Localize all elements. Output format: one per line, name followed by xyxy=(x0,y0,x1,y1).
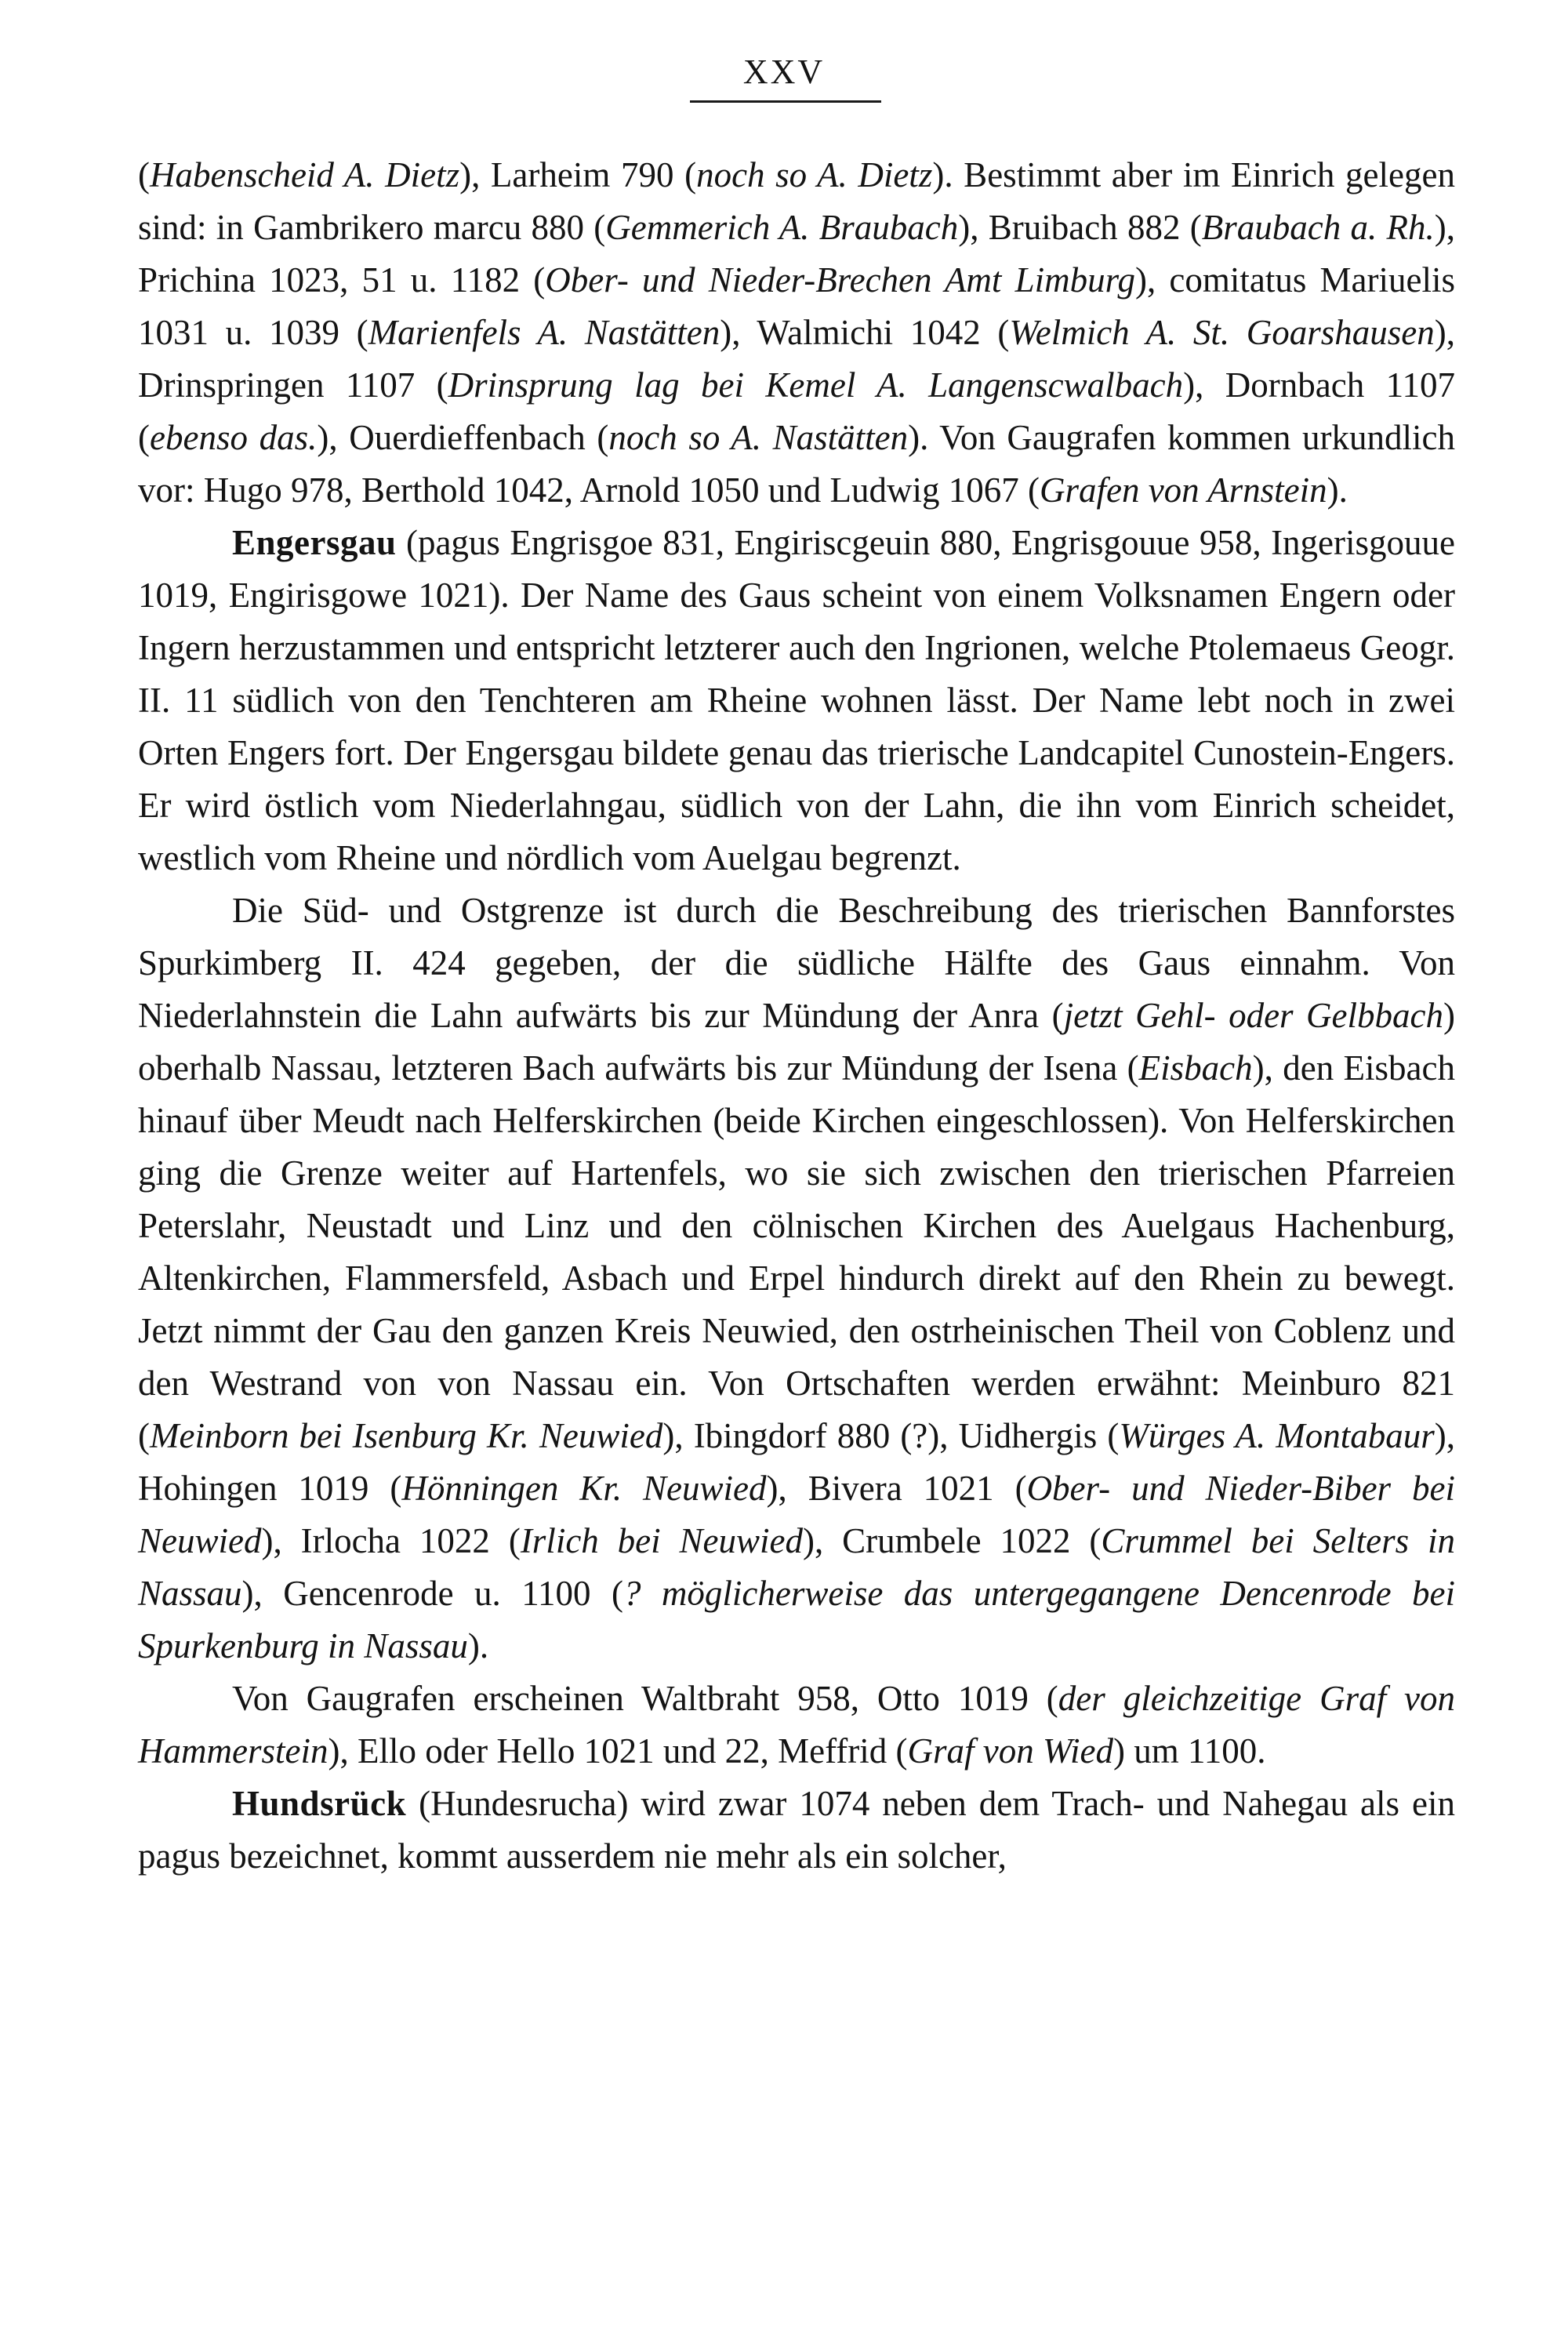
paragraph-p3 xyxy=(138,884,1455,1673)
italic-run: Würges A. Montabaur xyxy=(1119,1416,1435,1455)
text-run: ), Gencenrode u. 1100 ( xyxy=(241,1574,623,1613)
bold-heading-run: Engersgau xyxy=(232,523,397,562)
text-run: ), Crumbele 1022 ( xyxy=(803,1521,1102,1560)
text-run: ), Larheim 790 ( xyxy=(459,155,697,194)
text-run: (Hundesrucha) wird zwar 1074 neben dem Trach- und Nahegau als ein pagus bezeichnet, kommt ausserdem nie mehr als ein solcher, xyxy=(138,1784,1455,1876)
italic-run: Grafen von Arnstein xyxy=(1039,470,1327,510)
page-number: XXV xyxy=(742,53,826,91)
italic-run: Meinborn bei Isenburg Kr. Neuwied xyxy=(150,1416,663,1455)
text-run: Die Süd- und Ostgrenze ist durch die Beschreibung des trierischen Bannforstes Spurkimberg II. 424 gegeben, der die südliche Hälfte des Gaus einnahm. Von Niederlahnstein die Lahn aufwärts bis zur Mündung der Anra ( xyxy=(138,891,1455,1035)
italic-run: Gemmerich A. Braubach xyxy=(605,208,959,247)
header-rule xyxy=(690,100,881,103)
italic-run: Habenscheid A. Dietz xyxy=(150,155,460,194)
italic-run: Eisbach xyxy=(1138,1048,1253,1088)
paragraph-p4 xyxy=(138,1673,1455,1778)
text-run: ), Irlocha 1022 ( xyxy=(261,1521,521,1560)
text-run: ), Ibingdorf 880 (?), Uidhergis ( xyxy=(662,1416,1120,1455)
text-run: ), comitatus Mariuelis 1031 u. 1039 ( xyxy=(138,260,1456,352)
italic-run: Marienfels A. Nastätten xyxy=(368,313,720,352)
paragraph-p1 xyxy=(138,149,1455,517)
text-run: ), Drinspringen 1107 ( xyxy=(138,313,1455,405)
italic-run: ebenso das. xyxy=(150,418,318,457)
text-run: (pagus Engrisgoe 831, Engiriscgeuin 880, Engrisgouue 958, Ingerisgouue 1019, Engirisgowe 1021). Der Name des Gaus scheint von einem Volksnamen Engern oder Ingern herzustammen und entspricht letzterer auch den Ingrionen, welche Ptolemaeus Geogr. II. 11 südlich von den Tenchteren am Rheine wohnen lässt. Der Name lebt noch in zwei Orten Engers fort. Der Engersgau bildete genau das trierische Landcapitel Cunostein-Engers. Er wird östlich vom Niederlahngau, südlich von der Lahn, die ihn vom Einrich scheidet, westlich vom Rheine und nördlich vom Auelgau begrenzt. xyxy=(138,523,1455,877)
italic-run: der gleichzeitige Graf von Hammerstein xyxy=(138,1679,1456,1771)
text-run: ). xyxy=(467,1626,489,1665)
italic-run: Drinsprung lag bei Kemel A. Langenscwalbach xyxy=(448,365,1184,405)
italic-run: Welmich A. St. Goarshausen xyxy=(1009,313,1435,352)
italic-run: noch so A. Nastätten xyxy=(608,418,909,457)
italic-run: Ober- und Nieder-Brechen Amt Limburg xyxy=(545,260,1135,300)
italic-run: Graf von Wied xyxy=(907,1731,1113,1771)
text-run: ), Bivera 1021 ( xyxy=(766,1469,1027,1508)
italic-run: noch so A. Dietz xyxy=(696,155,933,194)
text-run: Von Gaugrafen erscheinen Waltbraht 958, Otto 1019 ( xyxy=(232,1679,1058,1718)
text-run: ), Prichina 1023, 51 u. 1182 ( xyxy=(138,208,1456,300)
italic-run: Crummel bei Selters in Nassau xyxy=(138,1521,1456,1613)
bold-heading-run: Hundsrück xyxy=(232,1784,407,1823)
text-run: ), Hohingen 1019 ( xyxy=(138,1416,1455,1508)
text-run: ). Bestimmt aber im Einrich gelegen sind: in Gambrikero marcu 880 ( xyxy=(138,155,1455,247)
text-run: ), Ello oder Hello 1021 und 22, Meffrid ( xyxy=(328,1731,908,1771)
text-run: ), den Eisbach hinauf über Meudt nach Helferskirchen (beide Kirchen eingeschlossen). Von Helferskirchen ging die Grenze weiter auf Hartenfels, wo sie sich zwischen den trierischen Pfarreien Peterslahr, Neustadt und Linz und den cölnischen Kirchen des Auelgaus Hachenburg, Altenkirchen, Flammersfeld, Asbach und Erpel hindurch direkt auf den Rhein zu bewegt. Jetzt nimmt der Gau den ganzen Kreis Neuwied, den ostrheinischen Theil von Coblenz und den Westrand von von Nassau ein. Von Ortschaften werden erwähnt: Meinburo 821 ( xyxy=(138,1048,1455,1455)
italic-run: Irlich bei Neuwied xyxy=(520,1521,804,1560)
text-run: ), Ouerdieffenbach ( xyxy=(317,418,609,457)
text-run: ), Walmichi 1042 ( xyxy=(720,313,1010,352)
text-run: ), Bruibach 882 ( xyxy=(958,208,1202,247)
text-run: ), Dornbach 1107 ( xyxy=(138,365,1455,457)
text-run: ) um 1100. xyxy=(1112,1731,1266,1771)
italic-run: ? möglicherweise das untergegangene Dencenrode bei Spurkenburg in Nassau xyxy=(138,1574,1455,1665)
italic-run: Hönningen Kr. Neuwied xyxy=(401,1469,767,1508)
italic-run: jetzt Gehl- oder Gelbbach xyxy=(1063,996,1443,1035)
italic-run: Ober- und Nieder-Biber bei Neuwied xyxy=(138,1469,1455,1560)
text-run: ). Von Gaugrafen kommen urkundlich vor: Hugo 978, Berthold 1042, Arnold 1050 und Ludwig 1067 ( xyxy=(138,418,1455,510)
italic-run: Braubach a. Rh. xyxy=(1201,208,1435,247)
paragraph-p5 xyxy=(138,1778,1455,1883)
text-run: ). xyxy=(1327,470,1348,510)
text-run: ( xyxy=(138,155,150,194)
text-run: ) oberhalb Nassau, letzteren Bach aufwärts bis zur Mündung der Isena ( xyxy=(138,996,1455,1088)
paragraph-p2 xyxy=(138,517,1455,884)
body-text xyxy=(138,149,1455,1883)
